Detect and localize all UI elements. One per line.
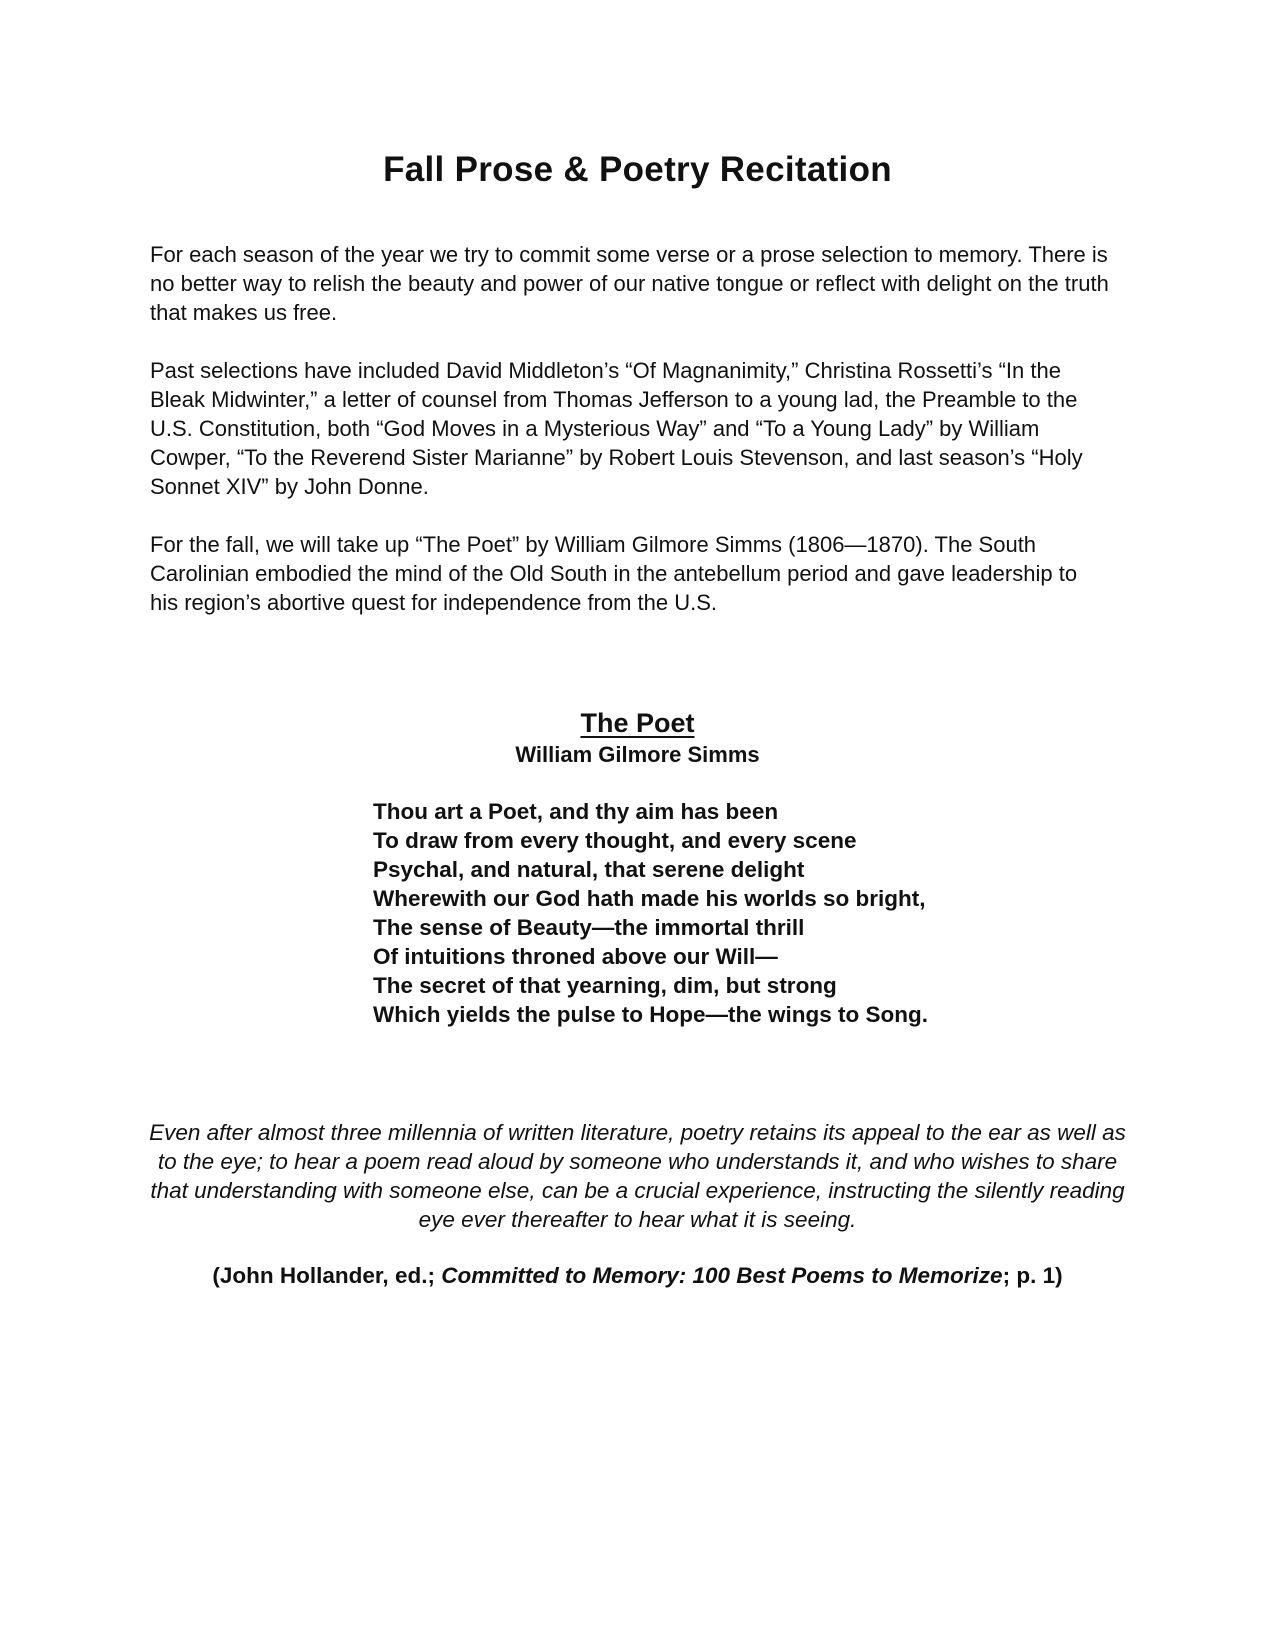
- citation-suffix: ; p. 1): [1002, 1263, 1063, 1288]
- poem-line: Wherewith our God hath made his worlds so bright,: [373, 886, 926, 911]
- poem-line: The secret of that yearning, dim, but strong: [373, 973, 837, 998]
- poem-line: Which yields the pulse to Hope—the wings to Song.: [373, 1002, 929, 1027]
- citation-book-title: Committed to Memory: 100 Best Poems to Memorize: [441, 1263, 1003, 1288]
- poem-line: To draw from every thought, and every scene: [373, 828, 857, 853]
- poem-line: Of intuitions throned above our Will—: [373, 944, 778, 969]
- poem-stanza: [373, 797, 928, 1029]
- hollander-quote: Even after almost three millennia of written literature, poetry retains its appeal to the ear as well as to the eye; to hear a poem read aloud by someone who understands it, and who wishes to share that understanding with someone else, can be a crucial experience, instructing the silently reading eye ever thereafter to hear what it is seeing.: [149, 1120, 1126, 1232]
- poem-author: William Gilmore Simms: [515, 742, 760, 767]
- poem-line: The sense of Beauty—the immortal thrill: [373, 915, 805, 940]
- intro-paragraph: For each season of the year we try to commit some verse or a prose selection to memory. There is no better way to relish the beauty and power of our native tongue or reflect with delight on the truth that makes us free.: [150, 242, 1109, 325]
- citation-prefix: (John Hollander, ed.;: [212, 1263, 442, 1288]
- quote-citation: [0, 1263, 1275, 1289]
- page-title: Fall Prose & Poetry Recitation: [383, 150, 892, 189]
- past-selections-paragraph: Past selections have included David Middleton’s “Of Magnanimity,” Christina Rossetti’s “In the Bleak Midwinter,” a letter of counsel from Thomas Jefferson to a young lad, the Preamble to the U.S. Constitution, both “God Moves in a Mysterious Way” and “To a Young Lady” by William Cowper, “To the Reverend Sister Marianne” by Robert Louis Stevenson, and last season’s “Holy Sonnet XIV” by John Donne.: [150, 358, 1083, 499]
- poem-line: Psychal, and natural, that serene delight: [373, 857, 805, 882]
- poem-title: The Poet: [580, 708, 695, 738]
- fall-selection-paragraph: For the fall, we will take up “The Poet” by William Gilmore Simms (1806—1870). The South Carolinian embodied the mind of the Old South in the antebellum period and gave leadership to his region’s abortive quest for independence from the U.S.: [150, 532, 1078, 615]
- poem-line: Thou art a Poet, and thy aim has been: [373, 799, 779, 824]
